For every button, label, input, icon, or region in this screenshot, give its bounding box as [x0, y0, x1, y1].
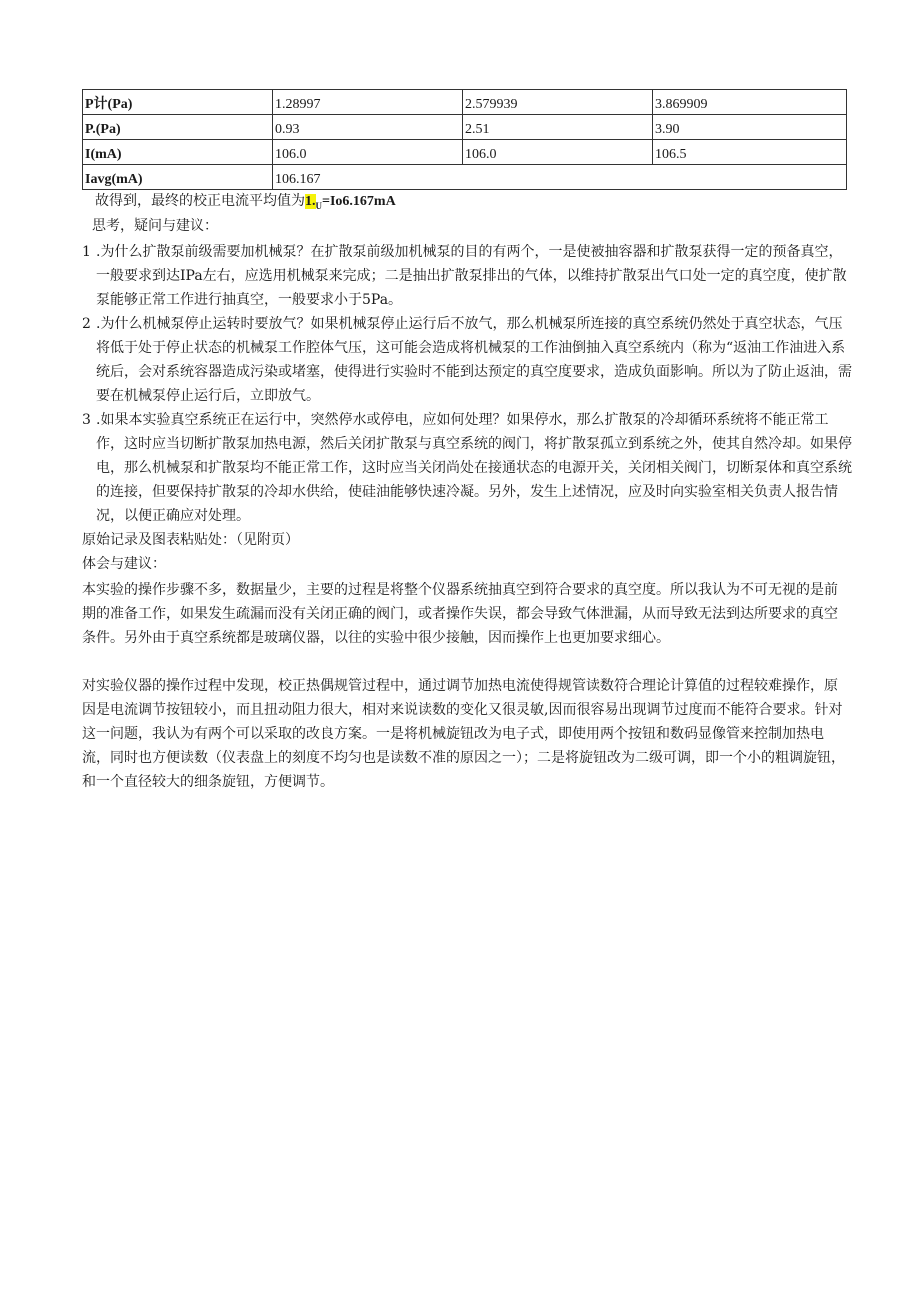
table-cell: 106.0	[273, 140, 463, 165]
question-body: .为什么扩散泵前级需要加机械泵？在扩散泵前级加机械泵的目的有两个，一是使被抽容器和扩散泵获得一定的预备真空，一般要求到达IPa左右，应选用机械泵来完成；二是抽出扩散泵排出的气体，以维持扩散泵出气口处一定的真空度，使扩散泵能够正常工作进行抽真空，一般要求小于5Pa。	[96, 244, 847, 308]
table-cell: 3.90	[653, 115, 847, 140]
row-label: Iavg(mA)	[83, 165, 273, 190]
section-heading-think: 思考，疑问与建议：	[92, 218, 218, 234]
result-prefix: 故得到，最终的校正电流平均值为	[95, 193, 305, 209]
row-label: I(mA)	[83, 140, 273, 165]
paragraph: 本实验的操作步骤不多，数据量少，主要的过程是将整个仪器系统抽真空到符合要求的真空度。所以我认为不可无视的是前期的准备工作，如果发生疏漏而没有关闭正确的阀门，或者操作失误，都会导致气体泄漏，从而导致无法到达所要求的真空条件。另外由于真空系统都是玻璃仪器，以往的实验中很少接触，因而操作上也更加要求细心。	[82, 582, 838, 646]
question-text	[96, 408, 852, 528]
row-label: P计(Pa)	[83, 90, 273, 115]
table-cell: 0.93	[273, 115, 463, 140]
measurement-table	[82, 89, 847, 190]
table-row	[83, 90, 847, 115]
table-cell: 1.28997	[273, 90, 463, 115]
table-cell: 2.579939	[463, 90, 653, 115]
table-cell: 3.869909	[653, 90, 847, 115]
question-body: .如果本实验真空系统正在运行中，突然停水或停电，应如何处理？如果停水，那么扩散泵的冷却循环系统将不能正常工作，这时应当切断扩散泵加热电源，然后关闭扩散泵与真空系统的阀门，将扩散泵孤立到系统之外，使其自然冷却。如果停电，那么机械泵和扩散泵均不能正常工作，这时应当关闭尚处在接通状态的电源开关，关闭相关阀门，切断泵体和真空系统的连接，但要保持扩散泵的冷却水供给，使硅油能够快速冷凝。另外，发生上述情况，应及时向实验室相关负责人报告情况，以便正确应对处理。	[96, 412, 852, 524]
table-row	[83, 140, 847, 165]
question-text	[96, 312, 852, 408]
question-number: 1	[82, 244, 91, 260]
row-label: P.(Pa)	[83, 115, 273, 140]
table-cell: 106.0	[463, 140, 653, 165]
section-heading-original: 原始记录及图表粘贴处：（见附页）	[82, 532, 299, 548]
result-highlight: 1.	[305, 194, 316, 209]
question-number: 3	[82, 412, 91, 428]
question-number: 2	[82, 316, 91, 332]
result-line	[95, 191, 396, 216]
table-row	[83, 165, 847, 190]
question-text	[96, 240, 852, 312]
table-cell: 106.5	[653, 140, 847, 165]
result-value: =Io6.167mA	[322, 194, 396, 209]
section-heading-experience: 体会与建议：	[82, 556, 166, 572]
paragraph: 对实验仪器的操作过程中发现，校正热偶规管过程中，通过调节加热电流使得规管读数符合理论计算值的过程较难操作，原因是电流调节按钮较小，而且扭动阻力很大，相对来说读数的变化又很灵敏,因而很容易出现调节过度而不能符合要求。针对这一问题，我认为有两个可以采取的改良方案。一是将机械旋钮改为电子式，即使用两个按钮和数码显像管来控制加热电流，同时也方便读数（仪表盘上的刻度不均匀也是读数不准的原因之一）；二是将旋钮改为二级可调，即一个小的粗调旋钮，和一个直径较大的细条旋钮，方便调节。	[82, 678, 845, 790]
table-row	[83, 115, 847, 140]
table-cell: 2.51	[463, 115, 653, 140]
result-subscript: U	[315, 200, 322, 211]
table-cell: 106.167	[273, 165, 847, 190]
question-body: .为什么机械泵停止运转时要放气？如果机械泵停止运行后不放气，那么机械泵所连接的真空系统仍然处于真空状态，气压将低于处于停止状态的机械泵工作腔体气压，这可能会造成将机械泵的工作油倒抽入真空系统内（称为“返油工作油进入系统后，会对系统容器造成污染或堵塞，使得进行实验时不能到达预定的真空度要求，造成负面影响。所以为了防止返油，需要在机械泵停止运行后，立即放气。	[96, 316, 852, 404]
